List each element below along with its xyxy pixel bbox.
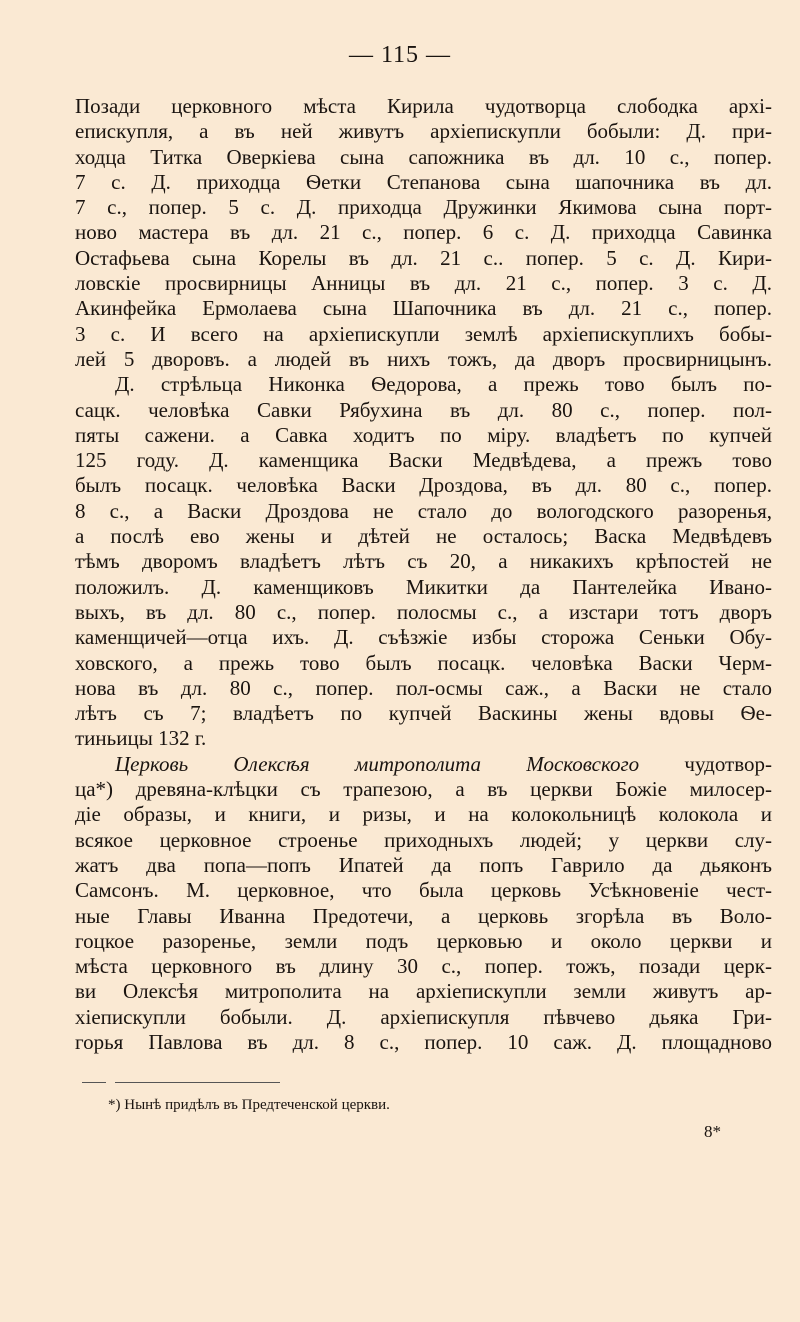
footnote-rule: [82, 1082, 106, 1083]
text-line: а послѣ ево жены и дѣтей не осталось; Васка Медвѣдевъ: [75, 524, 772, 549]
text-line: 7 с., попер. 5 с. Д. приходца Дружинки Якимова сына порт-: [75, 195, 772, 220]
text-span: чудотвор-: [639, 751, 773, 776]
page-number: — 115 —: [348, 42, 452, 68]
text-line: 3 с. И всего на архіепискупли землѣ архіепискуплихъ бобы-: [75, 321, 772, 346]
paragraph: [75, 752, 772, 1056]
text-line: каменщичей—отца ихъ. Д. съѣзжіе избы сторожа Сеньки Обу-: [75, 625, 772, 650]
text-line: пяты сажени. а Савка ходитъ по міру. владѣетъ по купчей: [75, 422, 772, 447]
text-line: 125 году. Д. каменщика Васки Медвѣдева, а прежъ тово: [75, 448, 772, 473]
paragraph: [75, 94, 772, 372]
text-line: Самсонъ. М. церковное, что была церковь Усѣкновеніе чест-: [75, 878, 772, 903]
text-line: ви Олексѣя митрополита на архіепискупли земли живутъ ар-: [75, 979, 772, 1004]
text-line: 7 с. Д. приходца Ѳетки Степанова сына шапочника въ дл.: [75, 169, 772, 194]
paragraph: [75, 372, 772, 751]
text-line: сацк. человѣка Савки Рябухина въ дл. 80 с., попер. пол-: [75, 397, 772, 422]
text-line: діе образы, и книги, и ризы, и на колокольницѣ колокола и: [75, 802, 772, 827]
text-line: горья Павлова въ дл. 8 с., попер. 10 саж. Д. площадново: [75, 1029, 772, 1054]
church-title: Церковь Олексѣя митрополита Московского: [115, 751, 640, 776]
text-line: Д. стрѣльца Никонка Ѳедорова, а прежь тово былъ по-: [115, 372, 772, 397]
text-line: лей 5 дворовъ. а людей въ нихъ тожъ, да дворъ просвирницынъ.: [75, 346, 772, 371]
text-line: тиньицы 132 г.: [75, 726, 207, 751]
text-line: выхъ, въ дл. 80 с., попер. полосмы с., а изстари тотъ дворъ: [75, 599, 772, 624]
text-line: хіепискупли бобыли. Д. архіепискупля пѣвчево дьяка Гри-: [75, 1004, 772, 1029]
text-line: ловскіе просвирницы Анницы въ дл. 21 с., попер. 3 с. Д.: [75, 271, 772, 296]
text-line: Остафьева сына Корелы въ дл. 21 с.. попер. 5 с. Д. Кири-: [75, 245, 772, 270]
text-line: нова въ дл. 80 с., попер. пол-осмы саж., а Васки не стало: [75, 675, 772, 700]
text-line: 8 с., а Васки Дроздова не стало до вологодского разоренья,: [75, 498, 772, 523]
text-line: [75, 752, 772, 777]
text-line: Акинфейка Ермолаева сына Шапочника въ дл. 21 с., попер.: [75, 296, 772, 321]
text-line: епискупля, а въ ней живутъ архіепискупли бобыли: Д. при-: [75, 119, 772, 144]
footnote-rule: [115, 1082, 280, 1083]
text-line: положилъ. Д. каменщиковъ Микитки да Пантелейка Ивано-: [75, 574, 772, 599]
text-line: тѣмъ дворомъ владѣетъ лѣтъ съ 20, а никакихъ крѣпостей не: [75, 549, 772, 574]
text-line: жатъ два попа—попъ Ипатей да попъ Гаврило да дьяконъ: [75, 852, 772, 877]
text-line: всякое церковное строенье приходныхъ людей; у церкви слу-: [75, 827, 772, 852]
text-line: Позади церковного мѣста Кирила чудотворца слободка архі-: [75, 94, 772, 118]
text-line: ново мастера въ дл. 21 с., попер. 6 с. Д. приходца Савинка: [75, 220, 772, 245]
text-line: лѣтъ съ 7; владѣетъ по купчей Васкины жены вдовы Ѳе-: [75, 701, 772, 726]
text-line: ховского, а прежь тово былъ посацк. человѣка Васки Черм-: [75, 650, 772, 675]
text-line: ца*) древяна-клѣцки съ трапезою, а въ церкви Божіе милосер-: [75, 777, 772, 802]
text-line: ные Главы Иванна Предотечи, а церковь згорѣла въ Воло-: [75, 903, 772, 928]
footnote: *) Нынѣ придѣлъ въ Предтеченской церкви.: [108, 1097, 390, 1113]
text-line: мѣста церковного въ длину 30 с., попер. тожъ, позади церк-: [75, 954, 772, 979]
text-line: гоцкое разоренье, земли подъ церковью и около церкви и: [75, 928, 772, 953]
text-line: ходца Титка Оверкіева сына сапожника въ дл. 10 с., попер.: [75, 144, 772, 169]
signature-mark: 8*: [704, 1122, 721, 1141]
page-body: [75, 94, 772, 1055]
text-line: былъ посацк. человѣка Васки Дроздова, въ дл. 80 с., попер.: [75, 473, 772, 498]
